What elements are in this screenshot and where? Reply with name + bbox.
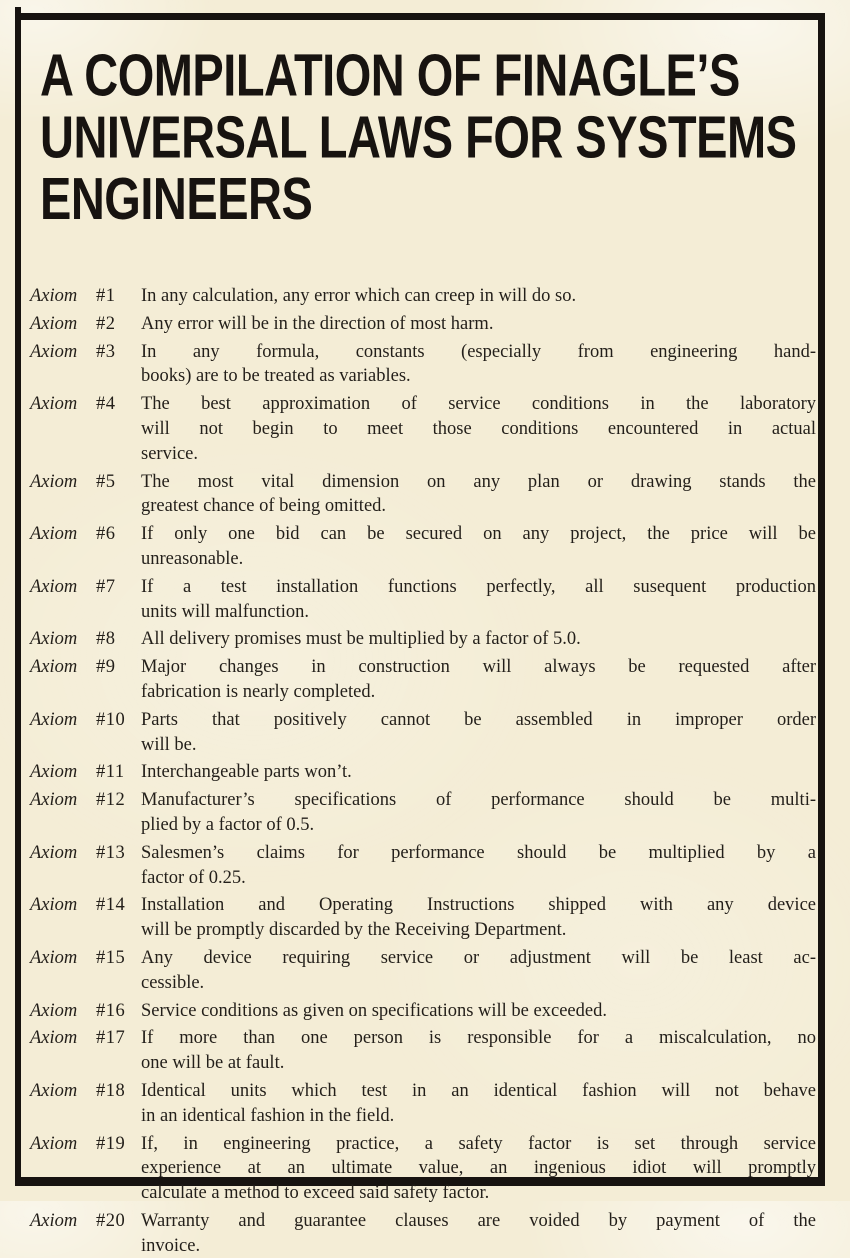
axiom-word: Axiom <box>30 1000 78 1021</box>
axiom-number: #8 <box>96 629 116 650</box>
axiom-text-line: calculate a method to exceed said safety factor. <box>141 1183 490 1204</box>
axiom-row <box>30 1209 816 1258</box>
axiom-text <box>141 841 816 891</box>
axiom-label <box>30 522 141 547</box>
axiom-text-line: In any calculation, any error which can creep in will do so. <box>141 286 577 306</box>
axiom-text-line: will be promptly discarded by the Receiving Department. <box>141 920 567 941</box>
axiom-number: #10 <box>96 709 126 730</box>
axiom-word: Axiom <box>30 895 78 916</box>
axiom-text <box>141 575 816 625</box>
axiom-text-line: If, in engineering practice, a safety factor is set through service <box>141 1133 816 1154</box>
axiom-text-line: The most vital dimension on any plan or drawing stands the <box>141 471 816 492</box>
page-frame <box>15 13 825 1256</box>
axiom-word: Axiom <box>30 657 78 678</box>
axiom-row <box>30 708 816 758</box>
axiom-text-line: Interchangeable parts won’t. <box>141 762 352 783</box>
axiom-row <box>30 1132 816 1206</box>
axiom-text-line: will not begin to meet those conditions encountered in actual <box>141 418 816 439</box>
axiom-text-line: books) are to be treated as variables. <box>141 366 411 387</box>
axiom-row <box>30 575 816 625</box>
axiom-label <box>30 284 141 309</box>
page-title <box>40 41 818 232</box>
axiom-text-line: fabrication is nearly completed. <box>141 681 376 702</box>
axiom-row <box>30 522 816 572</box>
axiom-number: #11 <box>96 762 125 783</box>
axiom-text <box>141 760 816 785</box>
page-title-line: A COMPILATION OF FINAGLE’S <box>40 41 740 109</box>
axiom-text <box>141 788 816 838</box>
axiom-row <box>30 999 816 1024</box>
axiom-text-line: one will be at fault. <box>141 1053 285 1074</box>
page-title-line: ENGINEERS <box>40 164 313 232</box>
axiom-number: #9 <box>96 657 116 678</box>
axiom-word: Axiom <box>30 394 78 415</box>
axiom-text-line: invoice. <box>141 1235 201 1256</box>
axiom-label <box>30 470 141 495</box>
axiom-number: #17 <box>96 1028 126 1049</box>
axiom-list <box>30 284 816 1258</box>
axiom-text-line: Manufacturer’s specifications of performance should be multi- <box>141 790 816 811</box>
axiom-number: #7 <box>96 576 116 597</box>
axiom-word: Axiom <box>30 842 78 863</box>
axiom-number: #3 <box>96 341 116 362</box>
page-title-line: UNIVERSAL LAWS FOR SYSTEMS <box>40 103 797 170</box>
axiom-row <box>30 655 816 705</box>
axiom-text-line: Parts that positively cannot be assembled in improper order <box>141 709 816 730</box>
axiom-text-line: In any formula, constants (especially from engineering hand- <box>141 341 816 362</box>
axiom-word: Axiom <box>30 762 78 783</box>
axiom-text-line: Major changes in construction will always be requested after <box>141 657 816 678</box>
axiom-word: Axiom <box>30 1028 78 1049</box>
frame-left-rule-overshoot <box>15 7 21 21</box>
axiom-number: #6 <box>96 524 116 545</box>
axiom-label <box>30 893 141 918</box>
axiom-text <box>141 470 816 520</box>
axiom-number: #5 <box>96 471 116 492</box>
axiom-text-line: plied by a factor of 0.5. <box>141 814 315 835</box>
axiom-number: #18 <box>96 1080 126 1101</box>
axiom-text-line: If a test installation functions perfectly, all susequent production <box>141 576 816 597</box>
axiom-number: #2 <box>96 313 116 334</box>
axiom-number: #4 <box>96 394 116 415</box>
axiom-text <box>141 627 816 652</box>
axiom-row <box>30 788 816 838</box>
axiom-text <box>141 946 816 996</box>
axiom-label <box>30 1026 141 1051</box>
axiom-label <box>30 999 141 1024</box>
axiom-text <box>141 655 816 705</box>
axiom-text <box>141 1079 816 1129</box>
axiom-row <box>30 312 816 337</box>
axiom-word: Axiom <box>30 790 78 811</box>
axiom-number: #20 <box>96 1210 126 1231</box>
axiom-text-line: Any device requiring service or adjustment will be least ac- <box>141 947 816 968</box>
axiom-word: Axiom <box>30 313 78 334</box>
axiom-word: Axiom <box>30 1080 78 1101</box>
axiom-text-line: Salesmen’s claims for performance should be multiplied by a <box>141 842 816 863</box>
axiom-label <box>30 392 141 417</box>
axiom-text-line: Any error will be in the direction of most harm. <box>141 313 494 334</box>
axiom-label <box>30 760 141 785</box>
axiom-text-line: The best approximation of service conditions in the laboratory <box>141 394 816 415</box>
axiom-number: #13 <box>96 842 126 863</box>
axiom-row <box>30 893 816 943</box>
axiom-word: Axiom <box>30 576 78 597</box>
axiom-text-line: in an identical fashion in the field. <box>141 1105 395 1126</box>
axiom-row <box>30 340 816 390</box>
axiom-word: Axiom <box>30 947 78 968</box>
axiom-label <box>30 946 141 971</box>
axiom-text <box>141 999 816 1024</box>
axiom-label <box>30 655 141 680</box>
axiom-text <box>141 312 816 337</box>
axiom-word: Axiom <box>30 629 78 650</box>
axiom-text-line: factor of 0.25. <box>141 867 246 888</box>
axiom-row <box>30 627 816 652</box>
axiom-text-line: Identical units which test in an identical fashion will not behave <box>141 1080 816 1101</box>
axiom-label <box>30 1079 141 1104</box>
axiom-number: #12 <box>96 790 126 811</box>
axiom-row <box>30 760 816 785</box>
axiom-text <box>141 1026 816 1076</box>
axiom-label <box>30 1209 141 1234</box>
axiom-text <box>141 893 816 943</box>
axiom-word: Axiom <box>30 1133 78 1154</box>
axiom-row <box>30 1026 816 1076</box>
axiom-number: #14 <box>96 895 126 916</box>
axiom-text-line: If only one bid can be secured on any project, the price will be <box>141 524 816 545</box>
axiom-text-line: If more than one person is responsible for a miscalculation, no <box>141 1028 816 1049</box>
axiom-text-line: cessible. <box>141 972 205 993</box>
axiom-text <box>141 284 816 309</box>
axiom-word: Axiom <box>30 709 78 730</box>
axiom-label <box>30 340 141 365</box>
axiom-row <box>30 392 816 466</box>
axiom-text <box>141 1209 816 1258</box>
axiom-text-line: Service conditions as given on specifications will be exceeded. <box>141 1000 607 1021</box>
axiom-row <box>30 1079 816 1129</box>
axiom-text-line: experience at an ultimate value, an ingenious idiot will promptly <box>141 1158 816 1179</box>
axiom-label <box>30 841 141 866</box>
axiom-word: Axiom <box>30 1210 78 1231</box>
axiom-row <box>30 946 816 996</box>
axiom-text-line: All delivery promises must be multiplied by a factor of 5.0. <box>141 629 581 650</box>
axiom-word: Axiom <box>30 524 78 545</box>
axiom-label <box>30 708 141 733</box>
axiom-text-line: will be. <box>141 734 197 755</box>
axiom-number: #15 <box>96 947 126 968</box>
axiom-text-line: Warranty and guarantee clauses are voided by payment of the <box>141 1210 816 1231</box>
axiom-row <box>30 284 816 309</box>
axiom-text-line: units will malfunction. <box>141 601 310 622</box>
axiom-text <box>141 392 816 466</box>
axiom-word: Axiom <box>30 286 78 306</box>
axiom-text-line: unreasonable. <box>141 548 244 569</box>
axiom-row <box>30 470 816 520</box>
axiom-label <box>30 1132 141 1157</box>
axiom-text-line: Installation and Operating Instructions shipped with any device <box>141 895 816 916</box>
axiom-label <box>30 627 141 652</box>
axiom-text <box>141 522 816 572</box>
axiom-row <box>30 841 816 891</box>
axiom-text <box>141 708 816 758</box>
axiom-number: #19 <box>96 1133 126 1154</box>
axiom-number: #16 <box>96 1000 126 1021</box>
axiom-label <box>30 312 141 337</box>
axiom-text <box>141 340 816 390</box>
axiom-text <box>141 1132 816 1206</box>
axiom-number: #1 <box>96 286 116 306</box>
axiom-label <box>30 575 141 600</box>
axiom-label <box>30 788 141 813</box>
axiom-word: Axiom <box>30 471 78 492</box>
axiom-text-line: greatest chance of being omitted. <box>141 496 387 517</box>
axiom-text-line: service. <box>141 443 199 464</box>
axiom-word: Axiom <box>30 341 78 362</box>
